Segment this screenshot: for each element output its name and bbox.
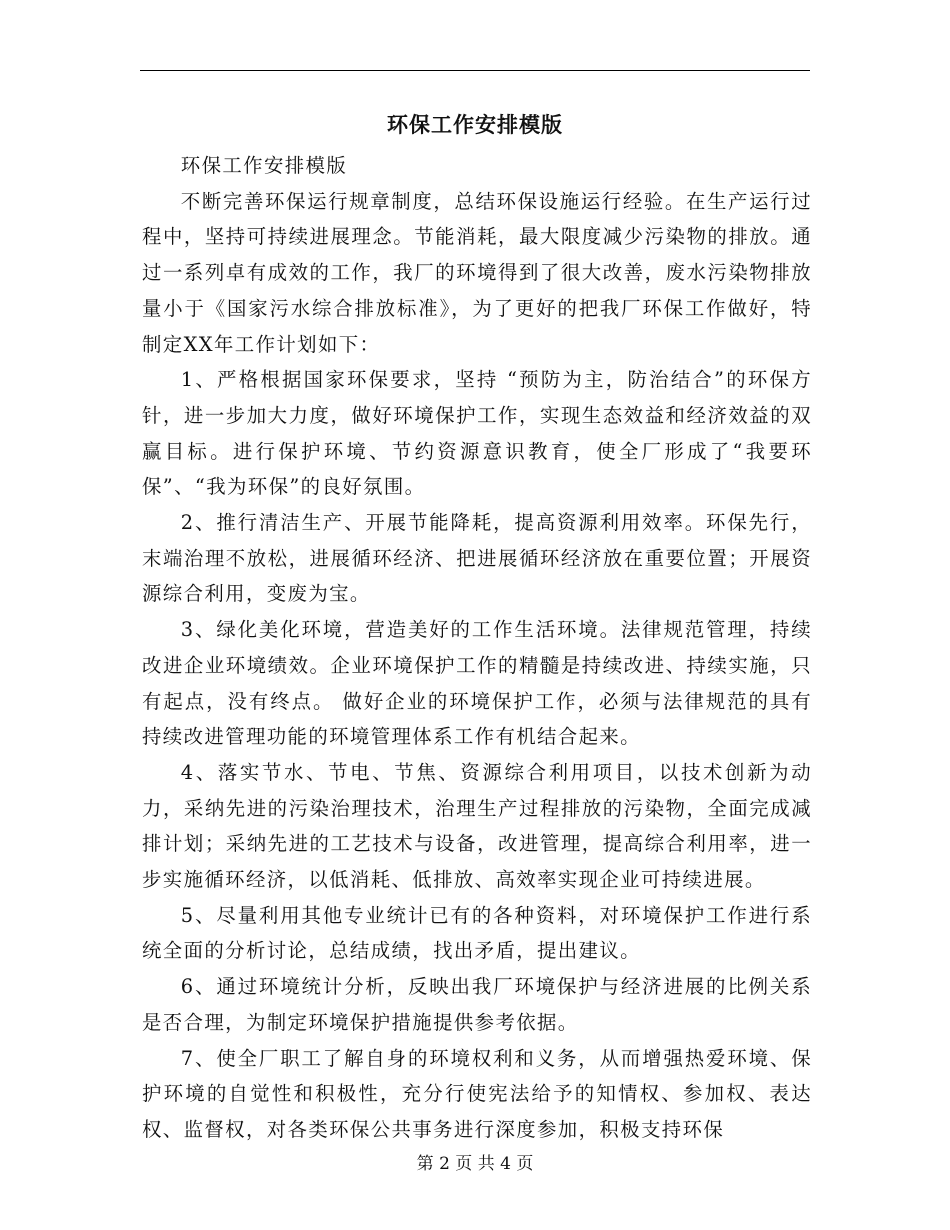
page-footer: 第 2 页 共 4 页 <box>416 1154 534 1174</box>
paragraph-item-4: 4、落实节水、节电、节焦、资源综合利用项目，以技术创新为动力，采纳先进的污染治理技术，治理生产过程排放的污染物，全面完成减排计划；采纳先进的工艺技术与设备，改进管理，提高综合利用率，进一步实施循环经济，以低消耗、低排放、高效率实现企业可持续进展。 <box>142 760 812 892</box>
paragraph-item-3: 3、绿化美化环境，营造美好的工作生活环境。法律规范管理，持续改进企业环境绩效。企业环境保护工作的精髓是持续改进、持续实施，只有起点，没有终点。 做好企业的环境保护工作，必须与法律规范的具有持续改进管理功能的环境管理体系工作有机结合起来。 <box>142 618 812 749</box>
document-body <box>142 148 812 1148</box>
paragraph-item-6: 6、通过环境统计分析，反映出我厂环境保护与经济进展的比例关系是否合理，为制定环境保护措施提供参考依据。 <box>142 975 812 1034</box>
paragraph-item-2: 2、推行清洁生产、开展节能降耗，提高资源利用效率。环保先行，末端治理不放松，进展循环经济、把进展循环经济放在重要位置；开展资源综合利用，变废为宝。 <box>142 511 812 606</box>
document-title: 环保工作安排模版 <box>387 113 563 137</box>
paragraph-subtitle: 环保工作安排模版 <box>180 154 348 177</box>
paragraph-item-5: 5、尽量利用其他专业统计已有的各种资料，对环境保护工作进行系统全面的分析讨论，总结成绩，找出矛盾，提出建议。 <box>142 903 812 963</box>
paragraph-intro: 不断完善环保运行规章制度，总结环保设施运行经验。在生产运行过程中，坚持可持续进展理念。节能消耗，最大限度减少污染物的排放。通过一系列卓有成效的工作，我厂的环境得到了很大改善，废水污染物排放量小于《国家污水综合排放标准》，为了更好的把我厂环保工作做好，特制定XX年工作计划如下： <box>142 189 812 356</box>
paragraph-item-1: 1、严格根据国家环保要求，坚持 “预防为主，防治结合”的环保方针，进一步加大力度，做好环境保护工作，实现生态效益和经济效益的双赢目标。进行保护环境、节约资源意识教育，使全厂形成了“我要环保”、“我为环保”的良好氛围。 <box>142 368 812 499</box>
header-rule <box>140 70 810 71</box>
paragraph-item-7: 7、使全厂职工了解自身的环境权利和义务，从而增强热爱环境、保护环境的自觉性和积极性，充分行使宪法给予的知情权、参加权、表达权、监督权，对各类环保公共事务进行深度参加，积极支持环保 <box>142 1046 812 1141</box>
